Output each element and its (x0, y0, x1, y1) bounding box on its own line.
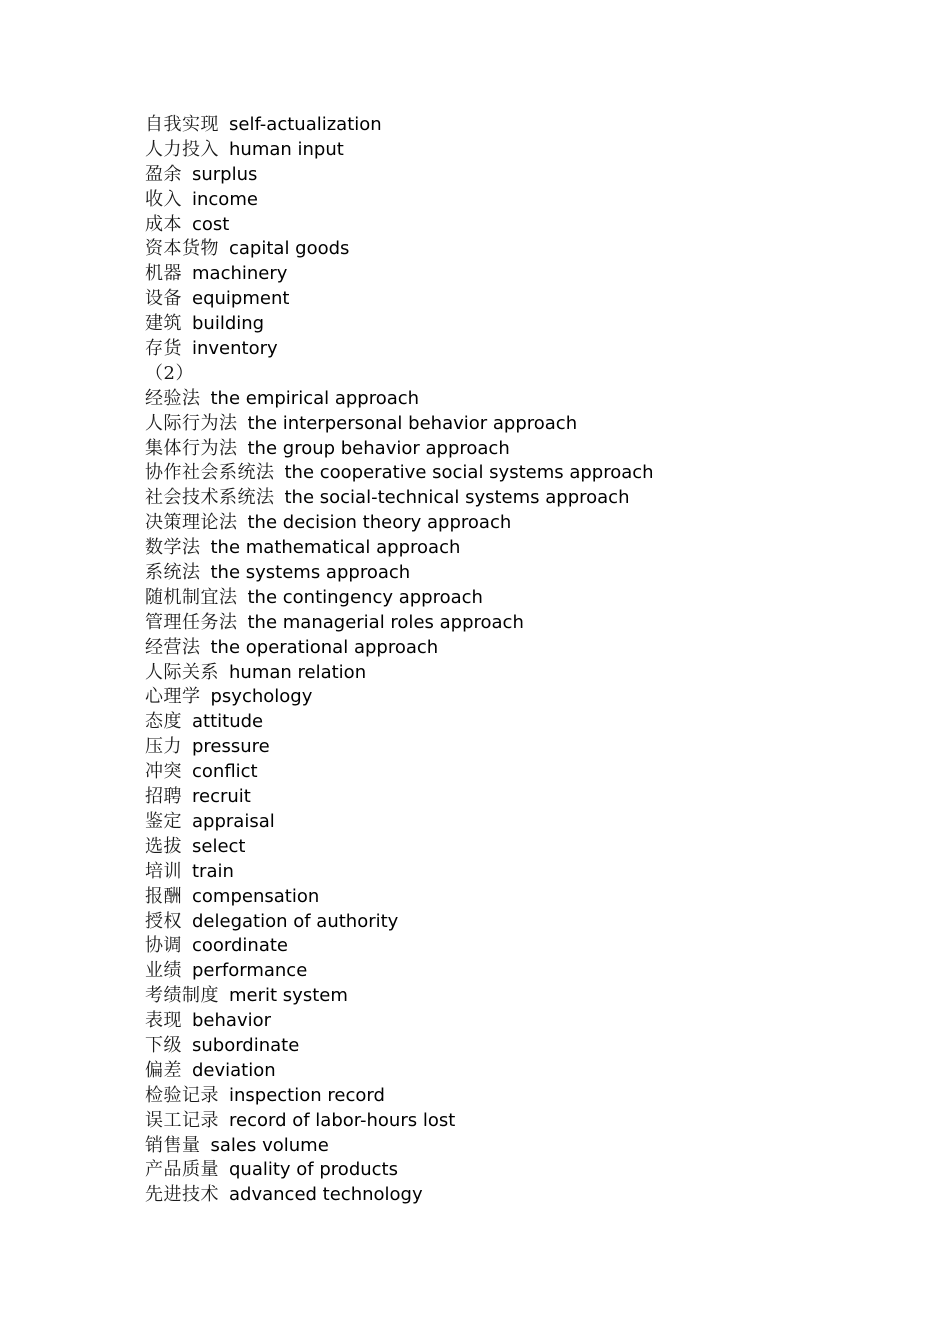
chinese-term: 选拔 (145, 835, 182, 857)
glossary-entry (145, 760, 654, 785)
chinese-term: 建筑 (145, 313, 182, 335)
glossary-entry (145, 710, 654, 735)
chinese-term: 管理任务法 (145, 611, 238, 633)
chinese-term: 误工记录 (145, 1109, 219, 1131)
chinese-term: 收入 (145, 188, 182, 210)
chinese-term: 盈余 (145, 163, 182, 185)
english-term: quality of products (229, 1159, 398, 1181)
english-term: the group behavior approach (247, 437, 510, 459)
glossary-entry (145, 312, 654, 337)
english-term: select (192, 835, 246, 857)
chinese-term: 业绩 (145, 960, 182, 982)
chinese-term: 经验法 (145, 387, 201, 409)
english-term: human relation (229, 661, 367, 683)
chinese-term: 报酬 (145, 885, 182, 907)
glossary-entry (145, 262, 654, 287)
glossary-entry (145, 1158, 654, 1183)
english-term: the interpersonal behavior approach (247, 412, 578, 434)
glossary-entry (145, 486, 654, 511)
chinese-term: 检验记录 (145, 1084, 219, 1106)
english-term: the operational approach (210, 636, 439, 658)
english-term: the mathematical approach (210, 537, 461, 559)
chinese-term: 决策理论法 (145, 512, 238, 534)
glossary-entry (145, 785, 654, 810)
chinese-term: 经营法 (145, 636, 201, 658)
glossary-entry (145, 511, 654, 536)
chinese-term: 冲突 (145, 761, 182, 783)
english-term: coordinate (192, 935, 289, 957)
chinese-term: 人际行为法 (145, 412, 238, 434)
chinese-term: 销售量 (145, 1134, 201, 1156)
chinese-term: 产品质量 (145, 1159, 219, 1181)
english-term: the systems approach (210, 562, 411, 584)
english-term: advanced technology (229, 1184, 423, 1206)
chinese-term: 机器 (145, 263, 182, 285)
glossary-entry (145, 910, 654, 935)
chinese-term: 成本 (145, 213, 182, 235)
glossary-entry (145, 237, 654, 262)
english-term: appraisal (192, 810, 275, 832)
english-term: delegation of authority (192, 910, 399, 932)
english-term: train (192, 860, 234, 882)
english-term: the decision theory approach (247, 512, 512, 534)
chinese-term: 培训 (145, 860, 182, 882)
glossary-entry (145, 1059, 654, 1084)
chinese-term: 集体行为法 (145, 437, 238, 459)
glossary-entry (145, 934, 654, 959)
glossary-entry (145, 636, 654, 661)
glossary-entry (145, 412, 654, 437)
glossary-entry (145, 113, 654, 138)
english-term: surplus (192, 163, 258, 185)
glossary-entry (145, 860, 654, 885)
chinese-term: 自我实现 (145, 114, 219, 135)
chinese-term: 考绩制度 (145, 985, 219, 1007)
english-term: the empirical approach (210, 387, 420, 409)
english-term: inspection record (229, 1084, 385, 1106)
glossary-entry (145, 536, 654, 561)
glossary-entry (145, 287, 654, 312)
glossary-entry (145, 561, 654, 586)
english-term: performance (192, 960, 308, 982)
chinese-term: 存货 (145, 338, 182, 360)
chinese-term: 压力 (145, 736, 182, 758)
chinese-term: 协调 (145, 935, 182, 957)
chinese-term: 下级 (145, 1034, 182, 1056)
glossary-term-list (145, 113, 654, 1208)
glossary-entry (145, 362, 654, 387)
english-term: machinery (192, 263, 288, 285)
glossary-entry (145, 885, 654, 910)
english-term: human input (229, 138, 344, 160)
glossary-entry (145, 835, 654, 860)
english-term: building (192, 313, 265, 335)
english-term: cost (192, 213, 230, 235)
english-term: subordinate (192, 1034, 300, 1056)
glossary-entry (145, 337, 654, 362)
glossary-entry (145, 188, 654, 213)
english-term: the social-technical systems approach (284, 487, 630, 509)
glossary-entry (145, 1084, 654, 1109)
english-term: inventory (192, 338, 278, 360)
chinese-term: 偏差 (145, 1059, 182, 1081)
chinese-term: （2） (145, 362, 194, 384)
glossary-entry (145, 1134, 654, 1159)
english-term: attitude (192, 711, 264, 733)
glossary-entry (145, 461, 654, 486)
glossary-entry (145, 661, 654, 686)
glossary-entry (145, 1034, 654, 1059)
chinese-term: 设备 (145, 288, 182, 310)
english-term: compensation (192, 885, 320, 907)
chinese-term: 人际关系 (145, 661, 219, 683)
chinese-term: 招聘 (145, 786, 182, 808)
chinese-term: 心理学 (145, 686, 201, 708)
chinese-term: 数学法 (145, 537, 201, 559)
chinese-term: 系统法 (145, 562, 201, 584)
english-term: recruit (192, 786, 251, 808)
chinese-term: 态度 (145, 711, 182, 733)
chinese-term: 协作社会系统法 (145, 462, 275, 484)
english-term: psychology (210, 686, 313, 708)
english-term: sales volume (210, 1134, 329, 1156)
glossary-entry (145, 611, 654, 636)
chinese-term: 表现 (145, 1010, 182, 1032)
english-term: pressure (192, 736, 270, 758)
glossary-entry (145, 138, 654, 163)
chinese-term: 授权 (145, 910, 182, 932)
english-term: equipment (192, 288, 290, 310)
english-term: deviation (192, 1059, 276, 1081)
glossary-entry (145, 685, 654, 710)
english-term: conflict (192, 761, 258, 783)
chinese-term: 资本货物 (145, 238, 219, 260)
glossary-entry (145, 437, 654, 462)
english-term: behavior (192, 1010, 272, 1032)
glossary-entry (145, 959, 654, 984)
glossary-entry (145, 1009, 654, 1034)
glossary-entry (145, 1183, 654, 1208)
english-term: self-actualization (229, 114, 382, 135)
chinese-term: 社会技术系统法 (145, 487, 275, 509)
glossary-entry (145, 213, 654, 238)
english-term: capital goods (229, 238, 350, 260)
english-term: the cooperative social systems approach (284, 462, 654, 484)
english-term: record of labor-hours lost (229, 1109, 456, 1131)
english-term: merit system (229, 985, 348, 1007)
glossary-entry (145, 387, 654, 412)
glossary-entry (145, 586, 654, 611)
glossary-entry (145, 163, 654, 188)
glossary-entry (145, 984, 654, 1009)
glossary-entry (145, 810, 654, 835)
chinese-term: 人力投入 (145, 138, 219, 160)
english-term: the managerial roles approach (247, 611, 524, 633)
english-term: the contingency approach (247, 586, 483, 608)
glossary-entry (145, 1109, 654, 1134)
english-term: income (192, 188, 258, 210)
chinese-term: 先进技术 (145, 1184, 219, 1206)
chinese-term: 随机制宜法 (145, 586, 238, 608)
chinese-term: 鉴定 (145, 810, 182, 832)
glossary-entry (145, 735, 654, 760)
